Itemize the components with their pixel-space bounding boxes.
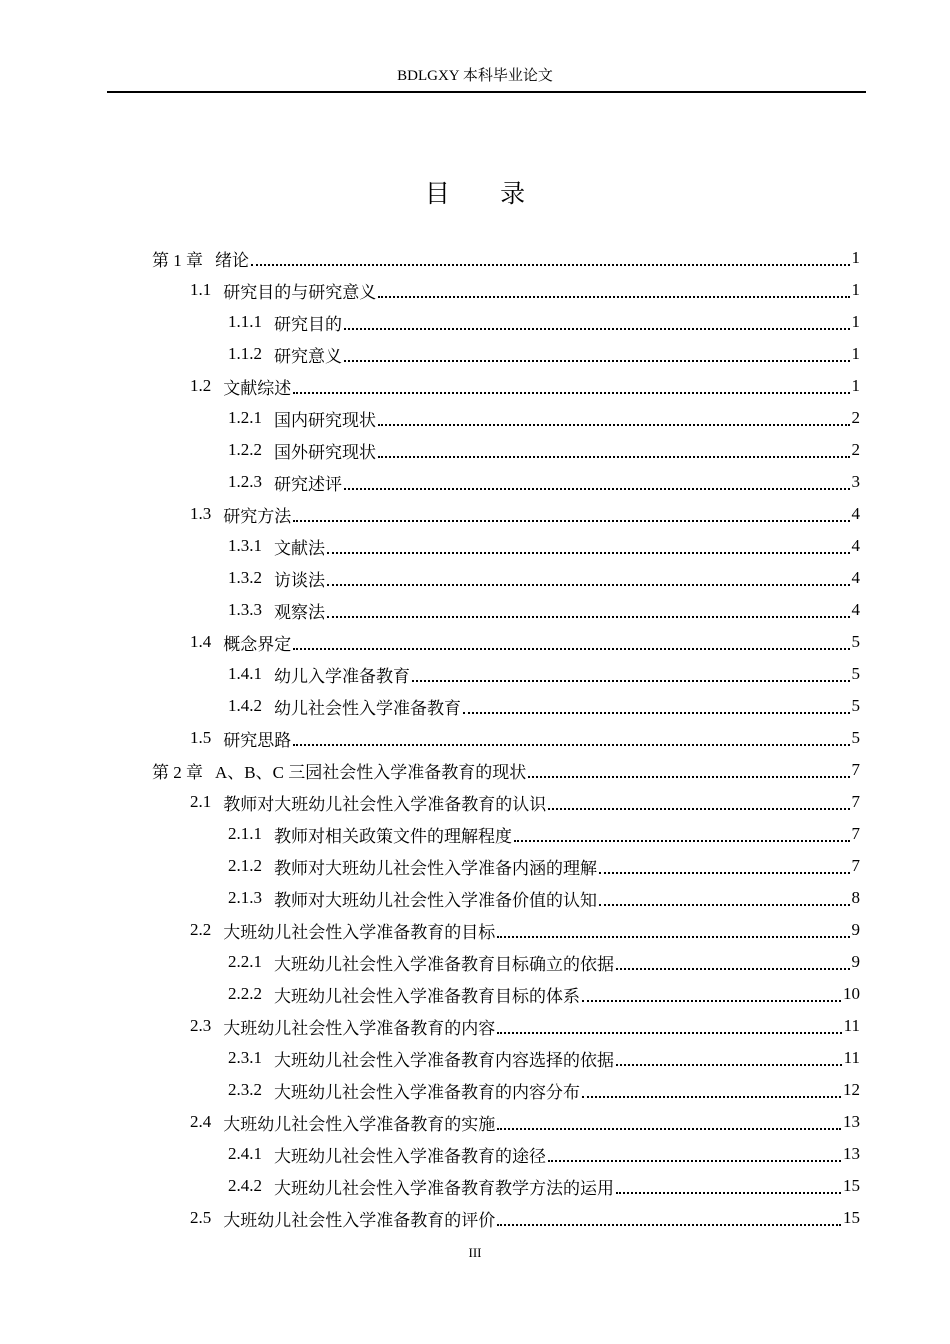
toc-entry-number: 2.2.1 xyxy=(228,952,262,971)
toc-entry-page: 1 xyxy=(851,376,860,395)
toc-entry-leader xyxy=(599,872,850,874)
toc-entry[interactable] xyxy=(0,466,950,498)
page-number: III xyxy=(468,1245,482,1260)
toc-entry[interactable] xyxy=(0,978,950,1010)
toc-entry-title: 大班幼儿社会性入学准备教育的内容 xyxy=(223,1018,496,1038)
toc-entry-number: 1.4 xyxy=(190,632,212,651)
toc-entry-number: 1.2.2 xyxy=(228,440,262,459)
toc-entry-page: 5 xyxy=(851,728,860,747)
toc-entry-page: 7 xyxy=(851,760,860,779)
toc-entry-number: 1.2.3 xyxy=(228,472,262,491)
toc-entry[interactable] xyxy=(0,530,950,562)
toc-entry-number: 1.2.1 xyxy=(228,408,262,427)
toc-entry-title: 大班幼儿社会性入学准备教育内容选择的依据 xyxy=(274,1050,614,1070)
toc-entry-page: 15 xyxy=(843,1208,860,1227)
toc-entry-leader xyxy=(463,712,850,714)
toc-entry[interactable] xyxy=(0,306,950,338)
toc-entry[interactable] xyxy=(0,434,950,466)
toc-entry-title: 大班幼儿社会性入学准备教育目标的体系 xyxy=(274,986,580,1006)
toc-entry-number: 1.4.2 xyxy=(228,696,262,715)
toc-entry-title: A、B、C 三园社会性入学准备教育的现状 xyxy=(215,762,527,782)
toc-entry-leader xyxy=(293,648,849,650)
toc-entry-number: 2.4.1 xyxy=(228,1144,262,1163)
toc-entry-page: 7 xyxy=(851,824,860,843)
toc-entry-title: 大班幼儿社会性入学准备教育的内容分布 xyxy=(274,1082,580,1102)
toc-entry-number: 2.1.1 xyxy=(228,824,262,843)
toc-entry[interactable] xyxy=(0,690,950,722)
toc-entry[interactable] xyxy=(0,658,950,690)
toc-entry-number: 2.3.1 xyxy=(228,1048,262,1067)
toc-title: 目 录 xyxy=(424,181,548,208)
toc-entry[interactable] xyxy=(0,1202,950,1234)
toc-entry-page: 5 xyxy=(851,696,860,715)
toc-entry-page: 13 xyxy=(843,1144,860,1163)
toc-entry-title: 研究方法 xyxy=(223,506,292,526)
toc-entry-number: 1.1.2 xyxy=(228,344,262,363)
toc-entry-title: 研究思路 xyxy=(223,730,292,750)
toc-entry-page: 4 xyxy=(851,504,860,523)
toc-entry[interactable] xyxy=(0,338,950,370)
toc-entry-page: 5 xyxy=(851,632,860,651)
toc-entry-page: 10 xyxy=(843,984,860,1003)
toc-entry-number: 1.1.1 xyxy=(228,312,262,331)
toc-entry-page: 15 xyxy=(843,1176,860,1195)
table-of-contents xyxy=(0,242,950,1234)
toc-entry-number: 2.3 xyxy=(190,1016,212,1035)
toc-entry-title: 教师对相关政策文件的理解程度 xyxy=(274,826,512,846)
toc-entry-title: 大班幼儿社会性入学准备教育的途径 xyxy=(274,1146,546,1166)
toc-entry-title: 访谈法 xyxy=(274,570,325,590)
toc-entry-title: 大班幼儿社会性入学准备教育教学方法的运用 xyxy=(274,1178,614,1198)
toc-entry-title: 文献综述 xyxy=(223,378,292,398)
toc-entry-number: 1.3.3 xyxy=(228,600,262,619)
toc-entry[interactable] xyxy=(0,1042,950,1074)
toc-entry-number: 2.1.3 xyxy=(228,888,262,907)
toc-entry-number: 2.2.2 xyxy=(228,984,262,1003)
toc-entry[interactable] xyxy=(0,274,950,306)
toc-entry[interactable] xyxy=(0,946,950,978)
toc-entry[interactable] xyxy=(0,562,950,594)
toc-entry-leader xyxy=(327,584,850,586)
toc-entry-page: 4 xyxy=(851,536,860,555)
toc-entry-number: 1.3 xyxy=(190,504,212,523)
toc-entry-title: 研究意义 xyxy=(274,346,342,366)
toc-entry-page: 12 xyxy=(843,1080,860,1099)
toc-entry-leader xyxy=(412,680,850,682)
toc-entry-number: 2.1.2 xyxy=(228,856,262,875)
toc-entry-number: 第 2 章 xyxy=(152,762,203,782)
toc-entry-number: 1.1 xyxy=(190,280,212,299)
toc-entry-title: 幼儿社会性入学准备教育 xyxy=(274,698,461,718)
toc-entry-number: 1.3.2 xyxy=(228,568,262,587)
toc-entry-leader xyxy=(616,1192,841,1194)
toc-entry-leader xyxy=(548,808,849,810)
toc-entry[interactable] xyxy=(0,882,950,914)
toc-entry[interactable] xyxy=(0,914,950,946)
toc-entry-page: 1 xyxy=(851,312,860,331)
toc-entry-title: 文献法 xyxy=(274,538,325,558)
toc-entry-title: 研究目的与研究意义 xyxy=(223,282,377,302)
toc-entry-leader xyxy=(378,456,850,458)
toc-entry-title: 国外研究现状 xyxy=(274,442,376,462)
toc-entry-leader xyxy=(293,744,849,746)
toc-entry-number: 2.3.2 xyxy=(228,1080,262,1099)
toc-entry-leader xyxy=(548,1160,841,1162)
toc-entry-title: 国内研究现状 xyxy=(274,410,376,430)
toc-entry-number: 第 1 章 xyxy=(152,250,203,270)
toc-entry-leader xyxy=(514,840,850,842)
toc-entry-number: 2.4.2 xyxy=(228,1176,262,1195)
toc-entry-page: 5 xyxy=(851,664,860,683)
toc-entry-title: 教师对大班幼儿社会性入学准备价值的认知 xyxy=(274,890,597,910)
toc-entry-page: 4 xyxy=(851,568,860,587)
toc-entry-leader xyxy=(497,1128,841,1130)
toc-entry[interactable] xyxy=(0,722,950,754)
toc-entry-leader xyxy=(616,1064,842,1066)
toc-entry-page: 3 xyxy=(851,472,860,491)
toc-entry-page: 1 xyxy=(851,344,860,363)
toc-entry-title: 大班幼儿社会性入学准备教育目标确立的依据 xyxy=(274,954,614,974)
toc-entry-number: 1.5 xyxy=(190,728,212,747)
toc-entry-leader xyxy=(528,776,849,778)
toc-entry[interactable] xyxy=(0,754,950,786)
toc-entry-leader xyxy=(497,1032,841,1034)
toc-entry[interactable] xyxy=(0,1010,950,1042)
toc-entry-number: 1.4.1 xyxy=(228,664,262,683)
toc-entry-page: 11 xyxy=(843,1016,860,1035)
toc-entry-number: 2.1 xyxy=(190,792,212,811)
toc-entry-leader xyxy=(327,616,850,618)
toc-entry-page: 7 xyxy=(851,792,860,811)
toc-entry-number: 2.5 xyxy=(190,1208,212,1227)
toc-entry[interactable] xyxy=(0,370,950,402)
toc-entry-title: 大班幼儿社会性入学准备教育的评价 xyxy=(223,1210,496,1230)
toc-entry-number: 1.3.1 xyxy=(228,536,262,555)
toc-entry-title: 幼儿入学准备教育 xyxy=(274,666,410,686)
toc-entry-page: 8 xyxy=(851,888,860,907)
toc-entry-number: 1.2 xyxy=(190,376,212,395)
toc-entry-page: 2 xyxy=(851,440,860,459)
toc-entry-leader xyxy=(327,552,850,554)
toc-entry-title: 概念界定 xyxy=(223,634,292,654)
toc-entry[interactable] xyxy=(0,594,950,626)
toc-entry[interactable] xyxy=(0,242,950,274)
toc-entry-title: 大班幼儿社会性入学准备教育的目标 xyxy=(223,922,496,942)
toc-entry-leader xyxy=(378,296,849,298)
toc-entry-page: 11 xyxy=(843,1048,860,1067)
toc-entry-title: 绪论 xyxy=(215,250,249,270)
toc-entry-title: 教师对大班幼儿社会性入学准备内涵的理解 xyxy=(274,858,597,878)
toc-entry-title: 研究目的 xyxy=(274,314,342,334)
toc-entry-page: 1 xyxy=(851,248,860,267)
toc-entry-page: 2 xyxy=(851,408,860,427)
toc-entry-leader xyxy=(378,424,850,426)
toc-entry-title: 教师对大班幼儿社会性入学准备教育的认识 xyxy=(223,794,547,814)
toc-entry-leader xyxy=(293,392,849,394)
toc-entry-leader xyxy=(344,360,850,362)
toc-entry-leader xyxy=(582,1000,841,1002)
toc-entry-page: 13 xyxy=(843,1112,860,1131)
toc-entry-leader xyxy=(497,936,849,938)
toc-entry-leader xyxy=(344,328,850,330)
toc-entry[interactable] xyxy=(0,786,950,818)
toc-entry[interactable] xyxy=(0,626,950,658)
toc-entry-number: 2.4 xyxy=(190,1112,212,1131)
toc-entry-page: 7 xyxy=(851,856,860,875)
toc-entry-page: 1 xyxy=(851,280,860,299)
toc-entry-leader xyxy=(599,904,850,906)
header-divider xyxy=(107,91,866,93)
toc-entry[interactable] xyxy=(0,1074,950,1106)
toc-entry-leader xyxy=(582,1096,841,1098)
toc-entry-page: 4 xyxy=(851,600,860,619)
toc-entry-leader xyxy=(497,1224,841,1226)
toc-entry[interactable] xyxy=(0,498,950,530)
toc-entry[interactable] xyxy=(0,1170,950,1202)
toc-entry-leader xyxy=(293,520,849,522)
toc-entry-leader xyxy=(344,488,850,490)
toc-entry-leader xyxy=(251,264,850,266)
toc-entry[interactable] xyxy=(0,1138,950,1170)
toc-entry-title: 观察法 xyxy=(274,602,325,622)
toc-entry[interactable] xyxy=(0,402,950,434)
toc-entry[interactable] xyxy=(0,850,950,882)
toc-entry[interactable] xyxy=(0,1106,950,1138)
toc-entry-page: 9 xyxy=(851,920,860,939)
toc-entry-number: 2.2 xyxy=(190,920,212,939)
toc-entry[interactable] xyxy=(0,818,950,850)
toc-entry-title: 大班幼儿社会性入学准备教育的实施 xyxy=(223,1114,496,1134)
toc-entry-leader xyxy=(616,968,850,970)
toc-entry-page: 9 xyxy=(851,952,860,971)
toc-entry-title: 研究述评 xyxy=(274,474,342,494)
page-header: BDLGXY 本科毕业论文 xyxy=(397,68,553,84)
